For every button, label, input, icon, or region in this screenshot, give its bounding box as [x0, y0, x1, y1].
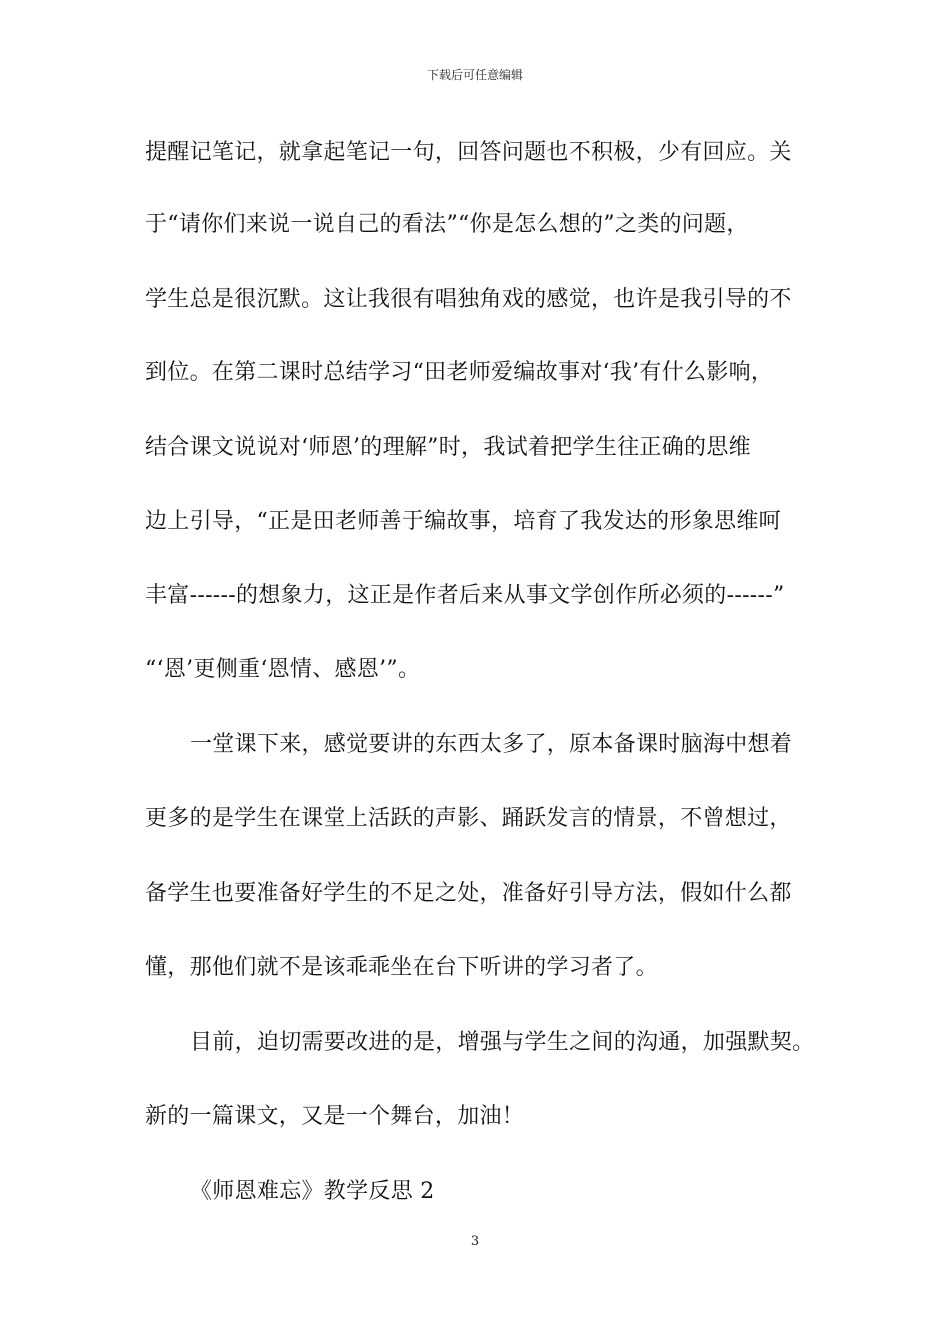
- text-line: 边上引导，“正是田老师善于编故事，培育了我发达的形象思维呵: [145, 509, 781, 534]
- paragraph-start-line: 一堂课下来，感觉要讲的东西太多了，原本备课时脑海中想着: [190, 732, 793, 757]
- text-line: 学生总是很沉默。这让我很有唱独角戏的感觉，也许是我引导的不: [145, 287, 792, 312]
- page-number: 3: [470, 1234, 480, 1249]
- text-line: “‘恩’更侧重‘恩情、感恩’”。: [145, 657, 421, 682]
- text-line: 丰富------的想象力，这正是作者后来从事文学创作所必须的------”: [145, 583, 785, 608]
- paragraph-start-line: 目前，迫切需要改进的是，增强与学生之间的沟通，加强默契。: [190, 1030, 815, 1055]
- text-line: 更多的是学生在课堂上活跃的声影、踊跃发言的情景，不曾想过，: [145, 806, 792, 831]
- page-header: 下载后可任意编辑: [426, 68, 523, 82]
- section-heading: 《师恩难忘》教学反思 2: [190, 1179, 435, 1204]
- text-line: 到位。在第二课时总结学习“田老师爱编故事对‘我’有什么影响，: [145, 360, 774, 385]
- text-line: 结合课文说说对‘师恩’的理解”时，我试着把学生往正确的思维: [145, 435, 751, 460]
- text-line: 提醒记笔记，就拿起笔记一句，回答问题也不积极，少有回应。关: [145, 140, 792, 165]
- text-line: 于“请你们来说一说自己的看法”“你是怎么想的”之类的问题，: [145, 212, 749, 237]
- text-line: 备学生也要准备好学生的不足之处，准备好引导方法，假如什么都: [145, 881, 792, 906]
- text-line: 懂，那他们就不是该乖乖坐在台下听讲的学习者了。: [145, 955, 658, 980]
- text-line: 新的一篇课文，又是一个舞台，加油！: [145, 1104, 525, 1129]
